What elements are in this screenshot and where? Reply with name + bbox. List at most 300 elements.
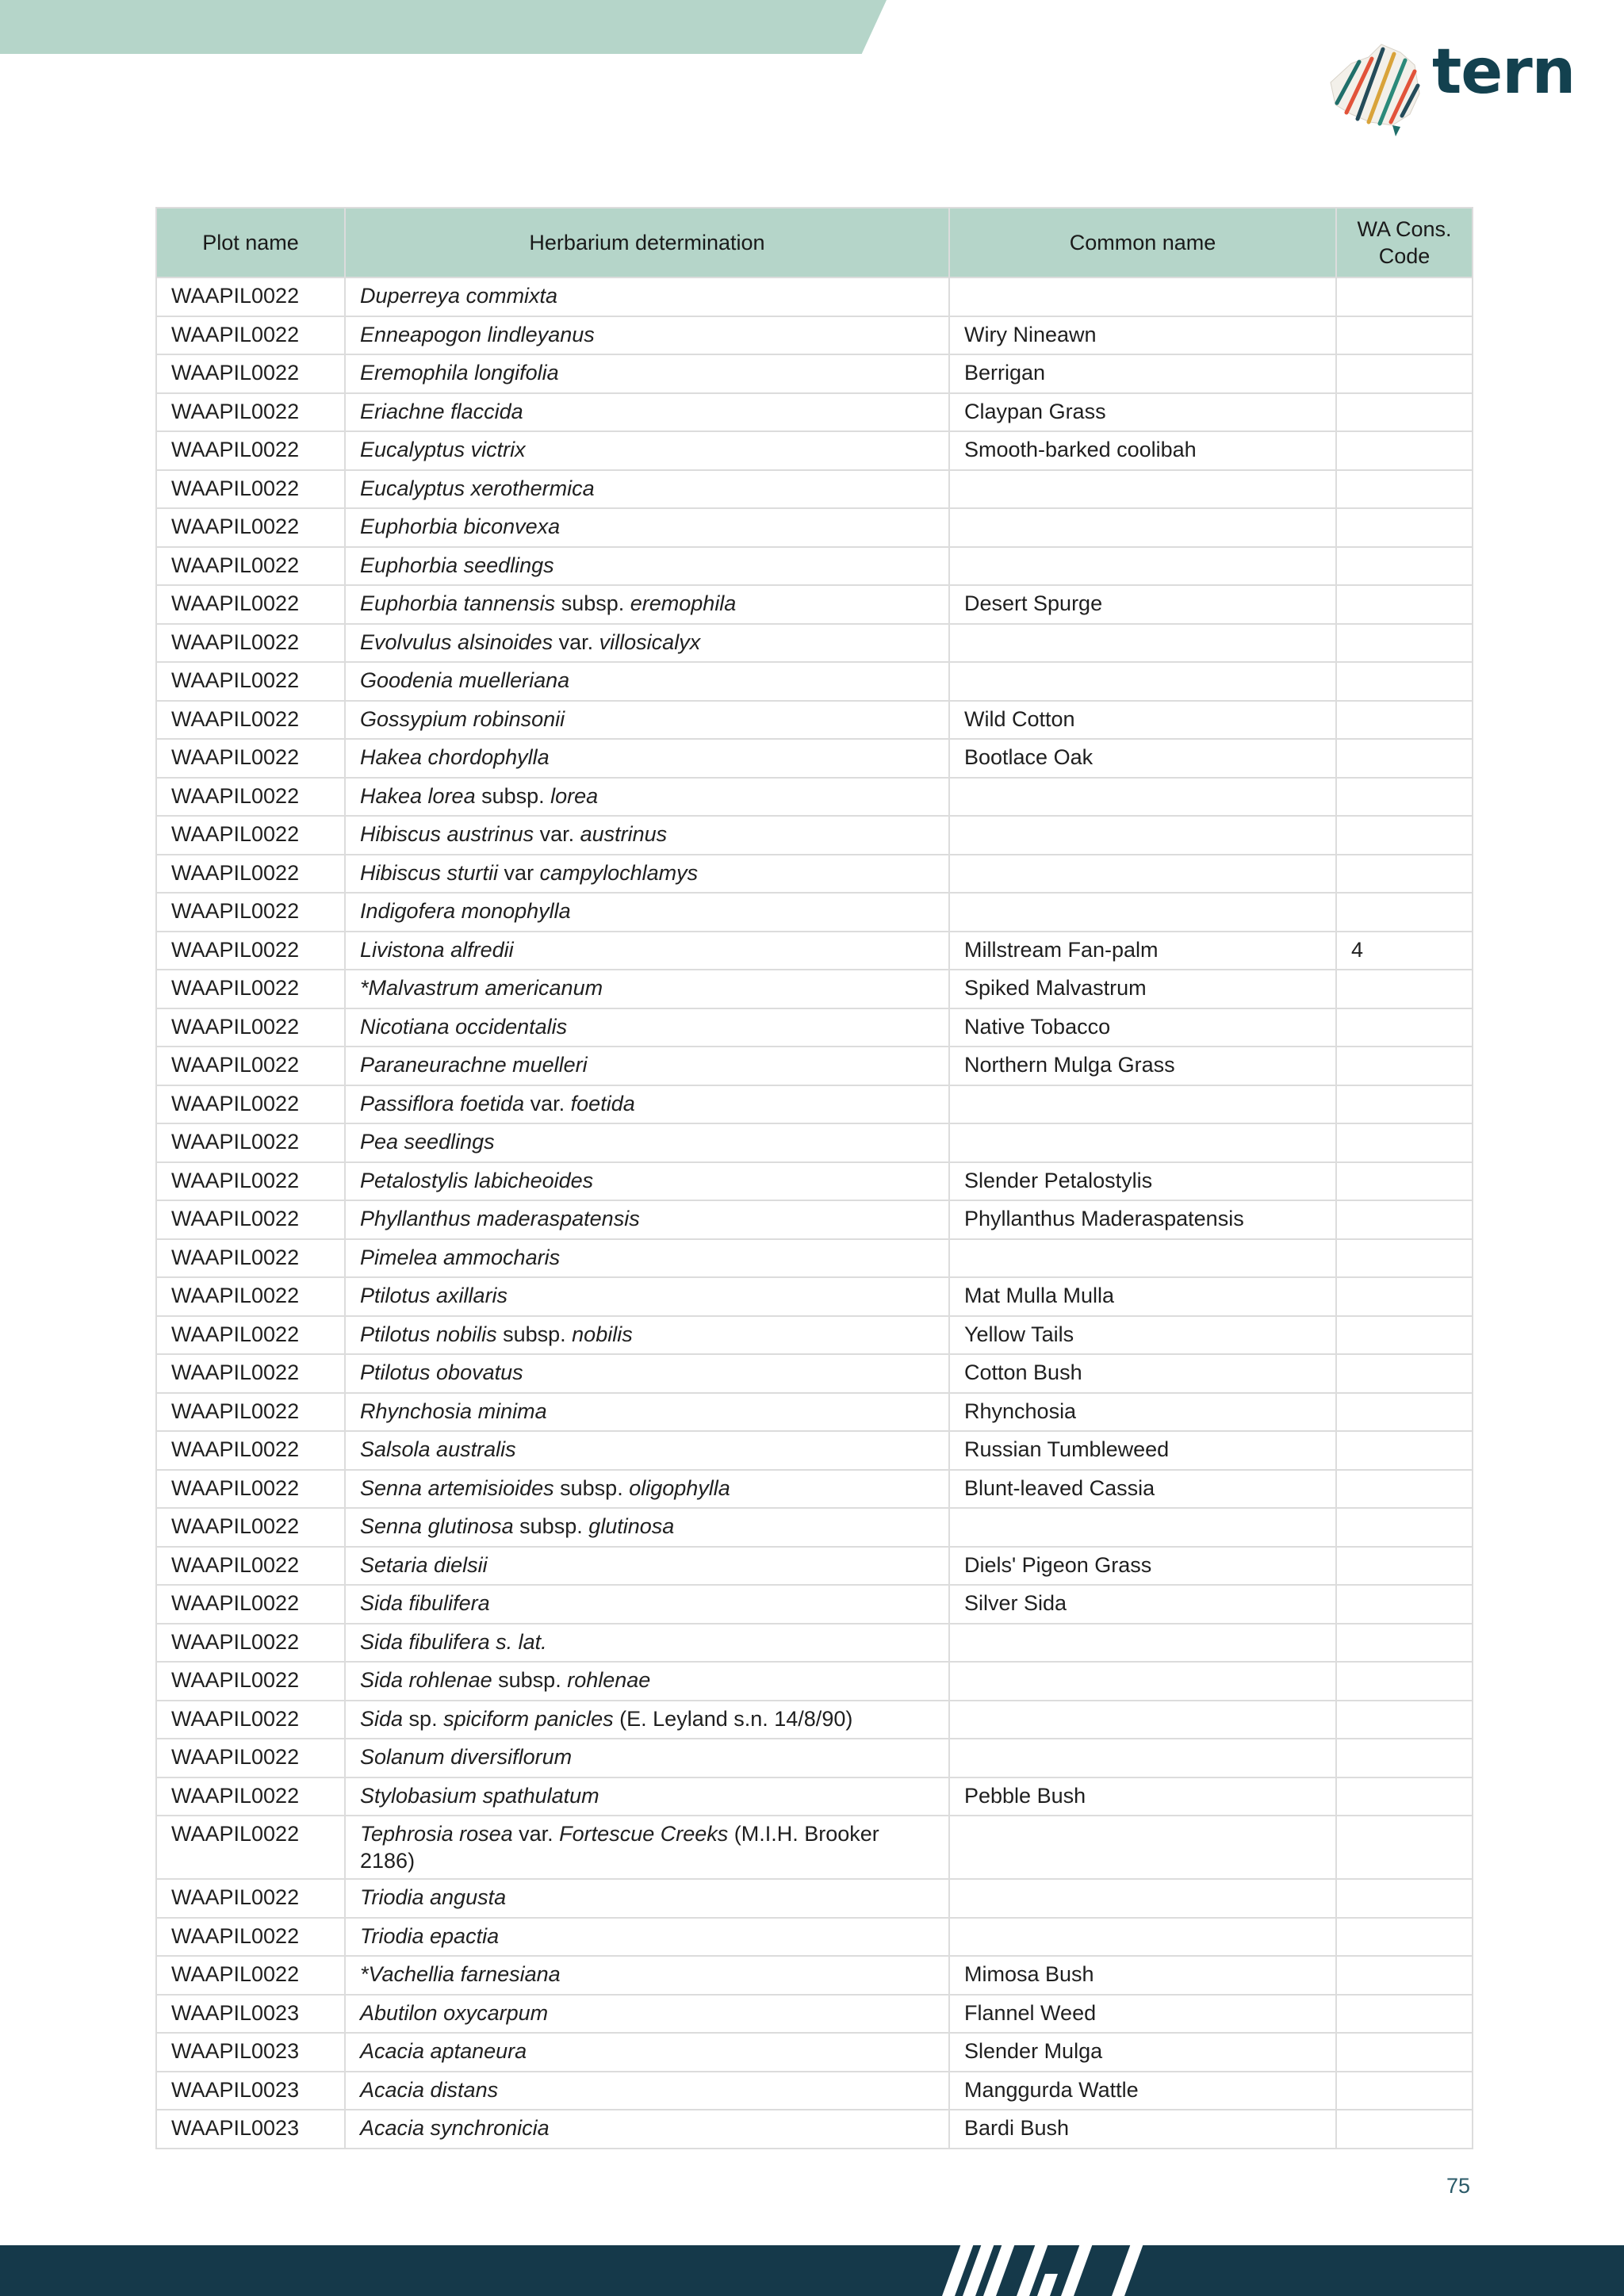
table-row — [156, 893, 1473, 932]
herbarium-determination-cell — [345, 1918, 949, 1957]
wa-cons-code-cell — [1336, 2110, 1473, 2149]
plot-name-cell: WAAPIL0022 — [156, 739, 345, 778]
common-name-cell: Bardi Bush — [949, 2110, 1336, 2149]
wa-cons-code-cell — [1336, 1585, 1473, 1624]
herbarium-determination-cell — [345, 1393, 949, 1432]
table-row — [156, 1624, 1473, 1663]
common-name-cell: Manggurda Wattle — [949, 2072, 1336, 2110]
common-name-cell: Spiked Malvastrum — [949, 970, 1336, 1008]
herbarium-determination-cell — [345, 1085, 949, 1124]
taxon-name-text: Eucalyptus victrix — [360, 438, 526, 461]
herbarium-determination-cell — [345, 739, 949, 778]
taxon-name-text: Ptilotus obovatus — [360, 1360, 523, 1384]
common-name-cell: Phyllanthus Maderaspatensis — [949, 1200, 1336, 1239]
wa-cons-code-cell — [1336, 1739, 1473, 1777]
taxon-name-text: Pea seedlings — [360, 1130, 495, 1154]
herbarium-determination-cell — [345, 2033, 949, 2072]
herbarium-determination-cell — [345, 354, 949, 393]
wa-cons-code-cell — [1336, 1085, 1473, 1124]
herbarium-determination-cell — [345, 1316, 949, 1355]
taxon-name-text: villosicalyx — [599, 629, 701, 654]
plot-name-cell: WAAPIL0023 — [156, 2110, 345, 2149]
plot-name-cell: WAAPIL0022 — [156, 1739, 345, 1777]
plot-name-cell: WAAPIL0022 — [156, 1508, 345, 1547]
plot-name-cell: WAAPIL0022 — [156, 1956, 345, 1995]
common-name-cell: Northern Mulga Grass — [949, 1047, 1336, 1085]
plot-name-cell: WAAPIL0022 — [156, 1008, 345, 1047]
table-row — [156, 354, 1473, 393]
wa-cons-code-cell — [1336, 1239, 1473, 1278]
herbarium-determination-cell — [345, 1662, 949, 1701]
table-row — [156, 739, 1473, 778]
common-name-cell: Slender Petalostylis — [949, 1162, 1336, 1201]
taxon-name-text: Goodenia muelleriana — [360, 668, 570, 692]
table-row — [156, 1879, 1473, 1918]
common-name-cell: Yellow Tails — [949, 1316, 1336, 1355]
taxon-name-text: foetida — [570, 1091, 635, 1115]
table-row — [156, 1085, 1473, 1124]
wa-cons-code-cell — [1336, 1879, 1473, 1918]
wa-cons-code-cell — [1336, 1547, 1473, 1586]
wa-cons-code-cell — [1336, 1662, 1473, 1701]
plot-name-cell: WAAPIL0022 — [156, 1162, 345, 1201]
plot-name-cell: WAAPIL0022 — [156, 393, 345, 432]
table-row — [156, 1662, 1473, 1701]
rank-text: (E. Leyland s.n. 14/8/90) — [613, 1706, 853, 1731]
plot-name-cell: WAAPIL0022 — [156, 855, 345, 894]
herbarium-determination-cell — [345, 393, 949, 432]
top-accent-band — [0, 0, 887, 54]
wa-cons-code-cell — [1336, 1316, 1473, 1355]
plot-name-cell: WAAPIL0022 — [156, 1816, 345, 1879]
wa-cons-code-cell — [1336, 778, 1473, 817]
common-name-cell: Russian Tumbleweed — [949, 1431, 1336, 1470]
herbarium-determination-cell — [345, 2072, 949, 2110]
herbarium-determination-cell — [345, 1431, 949, 1470]
common-name-cell — [949, 1662, 1336, 1701]
rank-text: var. — [512, 1822, 560, 1846]
herbarium-determination-cell — [345, 1624, 949, 1663]
herbarium-determination-cell — [345, 277, 949, 316]
herbarium-determination-cell — [345, 1995, 949, 2034]
wa-cons-code-cell — [1336, 1162, 1473, 1201]
wa-cons-code-cell — [1336, 855, 1473, 894]
table-row — [156, 1585, 1473, 1624]
table-row — [156, 778, 1473, 817]
common-name-cell: Silver Sida — [949, 1585, 1336, 1624]
common-name-cell: Blunt-leaved Cassia — [949, 1470, 1336, 1509]
common-name-cell: Mat Mulla Mulla — [949, 1277, 1336, 1316]
herbarium-determination-cell — [345, 316, 949, 355]
common-name-cell — [949, 1508, 1336, 1547]
plot-name-cell: WAAPIL0022 — [156, 624, 345, 663]
taxon-name-text: glutinosa — [588, 1514, 675, 1538]
common-name-cell — [949, 893, 1336, 932]
plot-name-cell: WAAPIL0023 — [156, 1995, 345, 2034]
taxon-name-text: rohlenae — [567, 1668, 651, 1692]
herbarium-determination-cell — [345, 1239, 949, 1278]
herbarium-determination-cell — [345, 1047, 949, 1085]
herbarium-determination-cell — [345, 1879, 949, 1918]
herbarium-determination-cell — [345, 1739, 949, 1777]
plot-name-cell: WAAPIL0022 — [156, 547, 345, 586]
wa-cons-code-cell — [1336, 662, 1473, 701]
taxon-name-text: Sida fibulifera — [360, 1591, 490, 1615]
common-name-cell — [949, 1624, 1336, 1663]
rank-text: subsp. — [475, 783, 551, 808]
wa-cons-code-cell — [1336, 354, 1473, 393]
herbarium-determination-cell — [345, 431, 949, 470]
table-row — [156, 2033, 1473, 2072]
wa-cons-code-cell — [1336, 1624, 1473, 1663]
header-herbarium-determination: Herbarium determination — [345, 208, 949, 277]
taxon-name-text: Triodia angusta — [360, 1885, 507, 1909]
herbarium-determination-cell — [345, 1200, 949, 1239]
taxon-name-text: Fortescue Creeks — [559, 1822, 729, 1846]
taxon-name-text: Gossypium robinsonii — [360, 706, 565, 731]
taxon-name-text: Euphorbia seedlings — [360, 553, 554, 577]
taxon-name-text: Stylobasium spathulatum — [360, 1783, 599, 1808]
table-row — [156, 662, 1473, 701]
common-name-cell — [949, 470, 1336, 509]
taxon-name-text: Setaria dielsii — [360, 1552, 488, 1577]
plot-name-cell: WAAPIL0022 — [156, 1470, 345, 1509]
plot-name-cell: WAAPIL0022 — [156, 1239, 345, 1278]
rank-text: var. — [524, 1091, 571, 1115]
herbarium-determination-cell — [345, 1008, 949, 1047]
common-name-cell: Native Tobacco — [949, 1008, 1336, 1047]
taxon-name-text: austrinus — [580, 822, 668, 846]
table-row — [156, 1508, 1473, 1547]
plot-name-cell: WAAPIL0023 — [156, 2033, 345, 2072]
wa-cons-code-cell — [1336, 893, 1473, 932]
table-row — [156, 1393, 1473, 1432]
taxon-name-text: Paraneurachne muelleri — [360, 1053, 588, 1077]
wa-cons-code-cell — [1336, 1701, 1473, 1739]
table-row — [156, 547, 1473, 586]
common-name-cell — [949, 277, 1336, 316]
common-name-cell: Berrigan — [949, 354, 1336, 393]
rank-text: subsp. — [553, 1475, 630, 1500]
herbarium-determination-cell — [345, 585, 949, 624]
herbarium-determination-cell — [345, 547, 949, 586]
taxon-name-text: *Vachellia farnesiana — [360, 1962, 561, 1986]
header-wa-cons-code: WA Cons. Code — [1336, 208, 1473, 277]
plot-name-cell: WAAPIL0022 — [156, 1085, 345, 1124]
herbarium-determination-cell — [345, 1162, 949, 1201]
common-name-cell — [949, 778, 1336, 817]
taxon-name-text: *Malvastrum americanum — [360, 976, 603, 1000]
common-name-cell: Wiry Nineawn — [949, 316, 1336, 355]
bottom-footer-band — [0, 2245, 1624, 2296]
plot-name-cell: WAAPIL0022 — [156, 508, 345, 547]
wa-cons-code-cell — [1336, 624, 1473, 663]
taxon-name-text: Tephrosia rosea — [360, 1822, 513, 1846]
taxon-name-text: Phyllanthus maderaspatensis — [360, 1207, 640, 1230]
plot-name-cell: WAAPIL0022 — [156, 1585, 345, 1624]
common-name-cell: Slender Mulga — [949, 2033, 1336, 2072]
common-name-cell: Millstream Fan-palm — [949, 932, 1336, 970]
herbarium-determination-cell — [345, 893, 949, 932]
table-row — [156, 1470, 1473, 1509]
common-name-cell — [949, 508, 1336, 547]
taxon-name-text: spiciform panicles — [443, 1706, 614, 1731]
plot-name-cell: WAAPIL0022 — [156, 1316, 345, 1355]
taxon-name-text: Indigofera monophylla — [360, 899, 571, 923]
rank-text: var. — [534, 822, 580, 846]
plot-name-cell: WAAPIL0022 — [156, 1393, 345, 1432]
herbarium-determination-cell — [345, 624, 949, 663]
header-row — [156, 208, 1473, 277]
plot-name-cell: WAAPIL0022 — [156, 277, 345, 316]
common-name-cell: Mimosa Bush — [949, 1956, 1336, 1995]
herbarium-determination-cell — [345, 970, 949, 1008]
tern-wordmark: tern — [1432, 36, 1576, 108]
wa-cons-code-cell — [1336, 816, 1473, 855]
wa-cons-code-cell — [1336, 547, 1473, 586]
taxon-name-text: oligophylla — [629, 1475, 730, 1500]
wa-cons-code-cell — [1336, 393, 1473, 432]
plot-name-cell: WAAPIL0022 — [156, 1777, 345, 1816]
taxon-name-text: Rhynchosia minima — [360, 1399, 547, 1423]
table-row — [156, 816, 1473, 855]
taxon-name-text: Hakea chordophylla — [360, 745, 550, 769]
table-row — [156, 2072, 1473, 2110]
taxon-name-text: Salsola australis — [360, 1437, 516, 1461]
plot-name-cell: WAAPIL0022 — [156, 1277, 345, 1316]
table-row — [156, 277, 1473, 316]
table-row — [156, 855, 1473, 894]
wa-cons-code-cell — [1336, 1008, 1473, 1047]
wa-cons-code-cell — [1336, 970, 1473, 1008]
herbarium-determination-cell — [345, 1277, 949, 1316]
plot-name-cell: WAAPIL0022 — [156, 1918, 345, 1957]
table-row — [156, 1047, 1473, 1085]
plot-name-cell: WAAPIL0022 — [156, 470, 345, 509]
wa-cons-code-cell — [1336, 1047, 1473, 1085]
plot-name-cell: WAAPIL0022 — [156, 932, 345, 970]
herbarium-determination-cell — [345, 508, 949, 547]
wa-cons-code-cell: 4 — [1336, 932, 1473, 970]
table-row — [156, 1354, 1473, 1393]
taxon-name-text: eremophila — [630, 591, 737, 615]
wa-cons-code-cell — [1336, 1354, 1473, 1393]
rank-text: subsp. — [492, 1668, 568, 1692]
table-row — [156, 508, 1473, 547]
taxon-name-text: Sida fibulifera s. lat. — [360, 1629, 547, 1654]
wa-cons-code-cell — [1336, 1918, 1473, 1957]
plot-name-cell: WAAPIL0022 — [156, 701, 345, 740]
common-name-cell — [949, 1879, 1336, 1918]
taxon-name-text: Triodia epactia — [360, 1923, 500, 1948]
table-header — [156, 208, 1473, 277]
common-name-cell: Wild Cotton — [949, 701, 1336, 740]
wa-cons-code-cell — [1336, 1956, 1473, 1995]
species-table — [155, 207, 1473, 2149]
taxon-name-text: Sida rohlenae — [360, 1668, 492, 1692]
herbarium-determination-cell — [345, 1777, 949, 1816]
wa-cons-code-cell — [1336, 701, 1473, 740]
wa-cons-code-cell — [1336, 431, 1473, 470]
rank-text: (M.I.H. Brooker 2186) — [360, 1822, 879, 1873]
taxon-name-text: Nicotiana occidentalis — [360, 1014, 568, 1039]
table-row — [156, 470, 1473, 509]
plot-name-cell: WAAPIL0022 — [156, 1200, 345, 1239]
plot-name-cell: WAAPIL0022 — [156, 1624, 345, 1663]
herbarium-determination-cell — [345, 1470, 949, 1509]
table-row — [156, 1277, 1473, 1316]
table-row — [156, 1739, 1473, 1777]
table-row — [156, 1547, 1473, 1586]
taxon-name-text: Ptilotus nobilis — [360, 1322, 497, 1346]
table-row — [156, 1431, 1473, 1470]
taxon-name-text: Eriachne flaccida — [360, 399, 523, 423]
herbarium-determination-cell — [345, 1354, 949, 1393]
taxon-name-text: Duperreya commixta — [360, 284, 558, 308]
taxon-name-text: Sida — [360, 1706, 404, 1731]
herbarium-determination-cell — [345, 778, 949, 817]
herbarium-determination-cell — [345, 1508, 949, 1547]
taxon-name-text: Acacia distans — [360, 2077, 499, 2102]
diagonal-stripes-icon — [928, 2244, 1166, 2296]
plot-name-cell: WAAPIL0022 — [156, 1701, 345, 1739]
plot-name-cell: WAAPIL0022 — [156, 893, 345, 932]
common-name-cell — [949, 1701, 1336, 1739]
wa-cons-code-cell — [1336, 1508, 1473, 1547]
rank-text: sp. — [403, 1706, 444, 1731]
plot-name-cell: WAAPIL0022 — [156, 354, 345, 393]
plot-name-cell: WAAPIL0022 — [156, 1879, 345, 1918]
table-row — [156, 1777, 1473, 1816]
taxon-name-text: Pimelea ammocharis — [360, 1245, 561, 1269]
taxon-name-text: Acacia aptaneura — [360, 2039, 527, 2063]
table-row — [156, 1200, 1473, 1239]
plot-name-cell: WAAPIL0022 — [156, 316, 345, 355]
page-number: 75 — [1446, 2174, 1470, 2198]
herbarium-determination-cell — [345, 1816, 949, 1879]
table-row — [156, 1701, 1473, 1739]
plot-name-cell: WAAPIL0022 — [156, 970, 345, 1008]
taxon-name-text: Eremophila longifolia — [360, 361, 559, 385]
taxon-name-text: Euphorbia tannensis — [360, 591, 556, 615]
herbarium-determination-cell — [345, 470, 949, 509]
taxon-name-text: Hibiscus sturtii — [360, 860, 499, 885]
plot-name-cell: WAAPIL0022 — [156, 1047, 345, 1085]
wa-cons-code-cell — [1336, 1777, 1473, 1816]
wa-cons-code-cell — [1336, 585, 1473, 624]
plot-name-cell: WAAPIL0022 — [156, 1547, 345, 1586]
table-row — [156, 1995, 1473, 2034]
common-name-cell: Cotton Bush — [949, 1354, 1336, 1393]
common-name-cell: Flannel Weed — [949, 1995, 1336, 2034]
wa-cons-code-cell — [1336, 1431, 1473, 1470]
wa-cons-code-cell — [1336, 316, 1473, 355]
taxon-name-text: Passiflora foetida — [360, 1091, 525, 1115]
herbarium-determination-cell — [345, 816, 949, 855]
table-row — [156, 1956, 1473, 1995]
table-row — [156, 701, 1473, 740]
wa-cons-code-cell — [1336, 1995, 1473, 2034]
herbarium-determination-cell — [345, 1956, 949, 1995]
common-name-cell — [949, 547, 1336, 586]
taxon-name-text: Abutilon oxycarpum — [360, 2000, 549, 2025]
herbarium-determination-cell — [345, 1701, 949, 1739]
table-row — [156, 431, 1473, 470]
header-plot-name: Plot name — [156, 208, 345, 277]
taxon-name-text: campylochlamys — [539, 860, 699, 885]
taxon-name-text: Eucalyptus xerothermica — [360, 476, 595, 500]
common-name-cell — [949, 1739, 1336, 1777]
common-name-cell: Pebble Bush — [949, 1777, 1336, 1816]
table-row — [156, 1239, 1473, 1278]
herbarium-determination-cell — [345, 1585, 949, 1624]
common-name-cell — [949, 1239, 1336, 1278]
wa-cons-code-cell — [1336, 508, 1473, 547]
table-row — [156, 970, 1473, 1008]
rank-text: subsp. — [513, 1514, 589, 1538]
taxon-name-text: Evolvulus alsinoides — [360, 629, 553, 654]
common-name-cell — [949, 816, 1336, 855]
plot-name-cell: WAAPIL0022 — [156, 431, 345, 470]
taxon-name-text: Euphorbia biconvexa — [360, 515, 561, 538]
table-row — [156, 316, 1473, 355]
table-row — [156, 932, 1473, 970]
taxon-name-text: Hibiscus austrinus — [360, 822, 534, 846]
wa-cons-code-cell — [1336, 1470, 1473, 1509]
common-name-cell — [949, 1918, 1336, 1957]
rank-text: subsp. — [496, 1322, 573, 1346]
taxon-name-text: Acacia synchronicia — [360, 2116, 550, 2140]
common-name-cell: Diels' Pigeon Grass — [949, 1547, 1336, 1586]
taxon-name-text: Senna artemisioides — [360, 1475, 554, 1500]
herbarium-determination-cell — [345, 1123, 949, 1162]
taxon-name-text: nobilis — [572, 1322, 633, 1346]
common-name-cell — [949, 662, 1336, 701]
herbarium-determination-cell — [345, 932, 949, 970]
herbarium-determination-cell — [345, 701, 949, 740]
wa-cons-code-cell — [1336, 1393, 1473, 1432]
table-row — [156, 624, 1473, 663]
wa-cons-code-cell — [1336, 1816, 1473, 1879]
table-row — [156, 1123, 1473, 1162]
herbarium-determination-cell — [345, 2110, 949, 2149]
herbarium-determination-cell — [345, 1547, 949, 1586]
taxon-name-text: Solanum diversiflorum — [360, 1745, 573, 1769]
taxon-name-text: Senna glutinosa — [360, 1514, 514, 1538]
plot-name-cell: WAAPIL0023 — [156, 2072, 345, 2110]
wa-cons-code-cell — [1336, 1200, 1473, 1239]
wa-cons-code-cell — [1336, 1277, 1473, 1316]
common-name-cell: Bootlace Oak — [949, 739, 1336, 778]
table-row — [156, 393, 1473, 432]
wa-cons-code-cell — [1336, 277, 1473, 316]
wa-cons-code-cell — [1336, 2072, 1473, 2110]
rank-text: subsp. — [555, 591, 630, 615]
table-row — [156, 585, 1473, 624]
rank-text: var — [498, 860, 540, 885]
common-name-cell — [949, 855, 1336, 894]
common-name-cell — [949, 1816, 1336, 1879]
common-name-cell: Rhynchosia — [949, 1393, 1336, 1432]
herbarium-determination-cell — [345, 662, 949, 701]
table-body — [156, 277, 1473, 2149]
table-row — [156, 1162, 1473, 1201]
table-row — [156, 1316, 1473, 1355]
plot-name-cell: WAAPIL0022 — [156, 1123, 345, 1162]
plot-name-cell: WAAPIL0022 — [156, 585, 345, 624]
taxon-name-text: Enneapogon lindleyanus — [360, 322, 595, 346]
common-name-cell — [949, 624, 1336, 663]
